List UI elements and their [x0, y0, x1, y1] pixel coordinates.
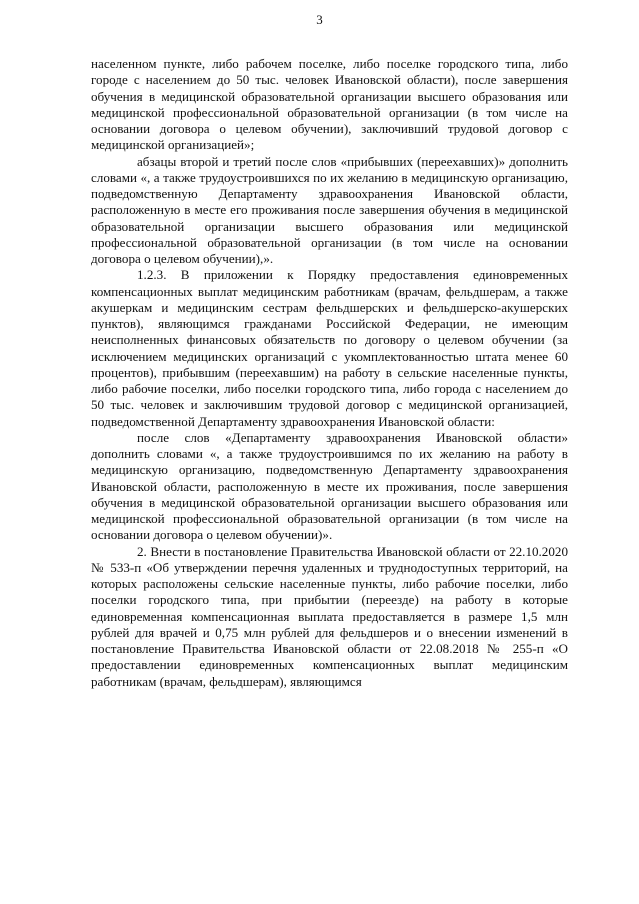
paragraph-2: 2. Внести в постановление Правительства Ивановской области от 22.10.2020 № 533-п «Об утверждении перечня удаленных и труднодоступных территорий, на которых расположены сельские населенные пункты, либо рабочие поселки, либо поселки городского типа, при прибытии (переезде) на работу в которые единовременная компенсационная выплата предоставляется в размере 1,5 млн рублей для врачей и 0,75 млн рублей для фельдшеров и о внесении изменений в постановление Правительства Ивановской области от 22.08.2018 № 255-п «О предоставлении единовременных компенсационных выплат медицинским работникам (врачам, фельдшерам), являющимся — [91, 543, 568, 689]
paragraph-amendment-words: после слов «Департаменту здравоохранения Ивановской области» дополнить словами «, а также трудоустроившимся по их желанию на работу в медицинскую организацию, подведомственную Департаменту здравоохранения Ивановской области, расположенную в месте их проживания, после завершения обучения в медицинской образовательной организации высшего образования или медицинской профессиональной образовательной организации (в том числе на основании договора о целевом обучении)». — [91, 429, 568, 543]
paragraph-continuation: населенном пункте, либо рабочем поселке, либо поселке городского типа, либо городе с населением до 50 тыс. человек Ивановской области), после завершения обучения в медицинской образовательной организации высшего образования или медицинской профессиональной образовательной организации (в том числе на основании договора о целевом обучении), заключивший трудовой договор с медицинской организацией»; — [91, 56, 568, 153]
paragraph-amendment-paragraphs: абзацы второй и третий после слов «прибывших (переехавших)» дополнить словами «, а также трудоустроившихся по их желанию в медицинскую организацию, подведомственную Департаменту здравоохранения Ивановской области, расположенную в месте его проживания после завершения обучения в медицинской образовательной организации высшего образования или медицинской профессиональной образовательной организации (в том числе на основании договора о целевом обучении),». — [91, 153, 568, 266]
document-body — [91, 56, 568, 690]
paragraph-1-2-3: 1.2.3. В приложении к Порядку предоставления единовременных компенсационных выплат медицинским работникам (врачам, фельдшерам, а также акушеркам и медицинским сестрам фельдшерских и фельдшерско-акушерских пунктов), являющимся гражданами Российской Федерации, не имеющим неисполненных финансовых обязательств по договору о целевом обучении (за исключением медицинских организаций с укомплектованностью штата менее 60 процентов), прибывшим (переехавшим) на работу в сельские населенные пункты, либо рабочие поселки, либо поселки городского типа, либо города с населением до 50 тыс. человек и заключившим трудовой договор с медицинской организацией, подведомственной Департаменту здравоохранения Ивановской области: — [91, 267, 568, 429]
page-number: 3 — [316, 12, 323, 27]
